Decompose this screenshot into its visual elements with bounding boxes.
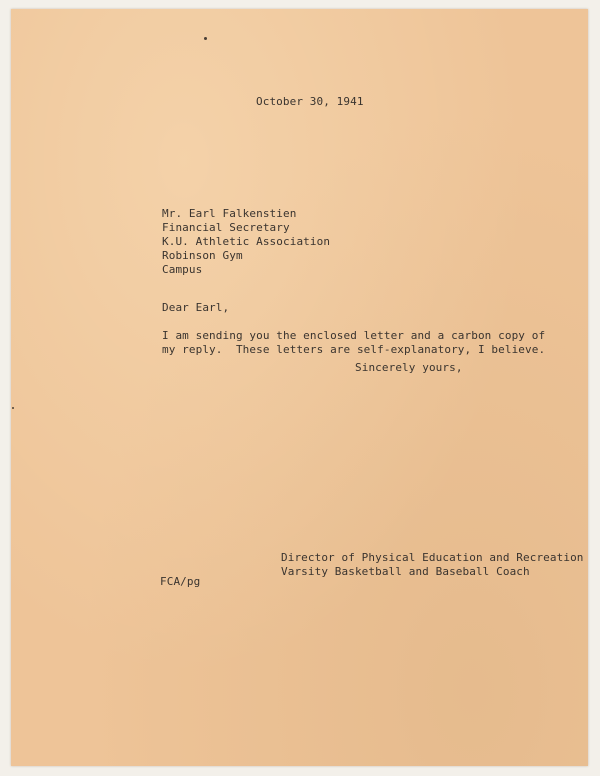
recipient-name: Mr. Earl Falkenstien xyxy=(162,207,297,220)
recipient-title: Financial Secretary xyxy=(162,221,290,234)
recipient-building: Robinson Gym xyxy=(162,249,243,262)
typist-initials: FCA/pg xyxy=(160,575,201,588)
signature-title-line: Varsity Basketball and Baseball Coach xyxy=(281,565,530,578)
salutation: Dear Earl, xyxy=(162,301,230,314)
paper-speck xyxy=(12,407,14,409)
signature-titles xyxy=(281,551,584,579)
closing: Sincerely yours, xyxy=(355,361,463,374)
signature-title-line: Director of Physical Education and Recreation xyxy=(281,551,584,564)
body-line: my reply. These letters are self-explanatory, I believe. xyxy=(162,343,546,356)
recipient-organization: K.U. Athletic Association xyxy=(162,235,331,248)
paper-speck xyxy=(204,37,207,40)
letter-page xyxy=(11,9,588,766)
recipient-location: Campus xyxy=(162,263,203,276)
recipient-address xyxy=(162,207,330,277)
letter-date: October 30, 1941 xyxy=(256,95,364,108)
letter-body xyxy=(162,329,545,357)
body-line: I am sending you the enclosed letter and a carbon copy of xyxy=(162,329,546,342)
